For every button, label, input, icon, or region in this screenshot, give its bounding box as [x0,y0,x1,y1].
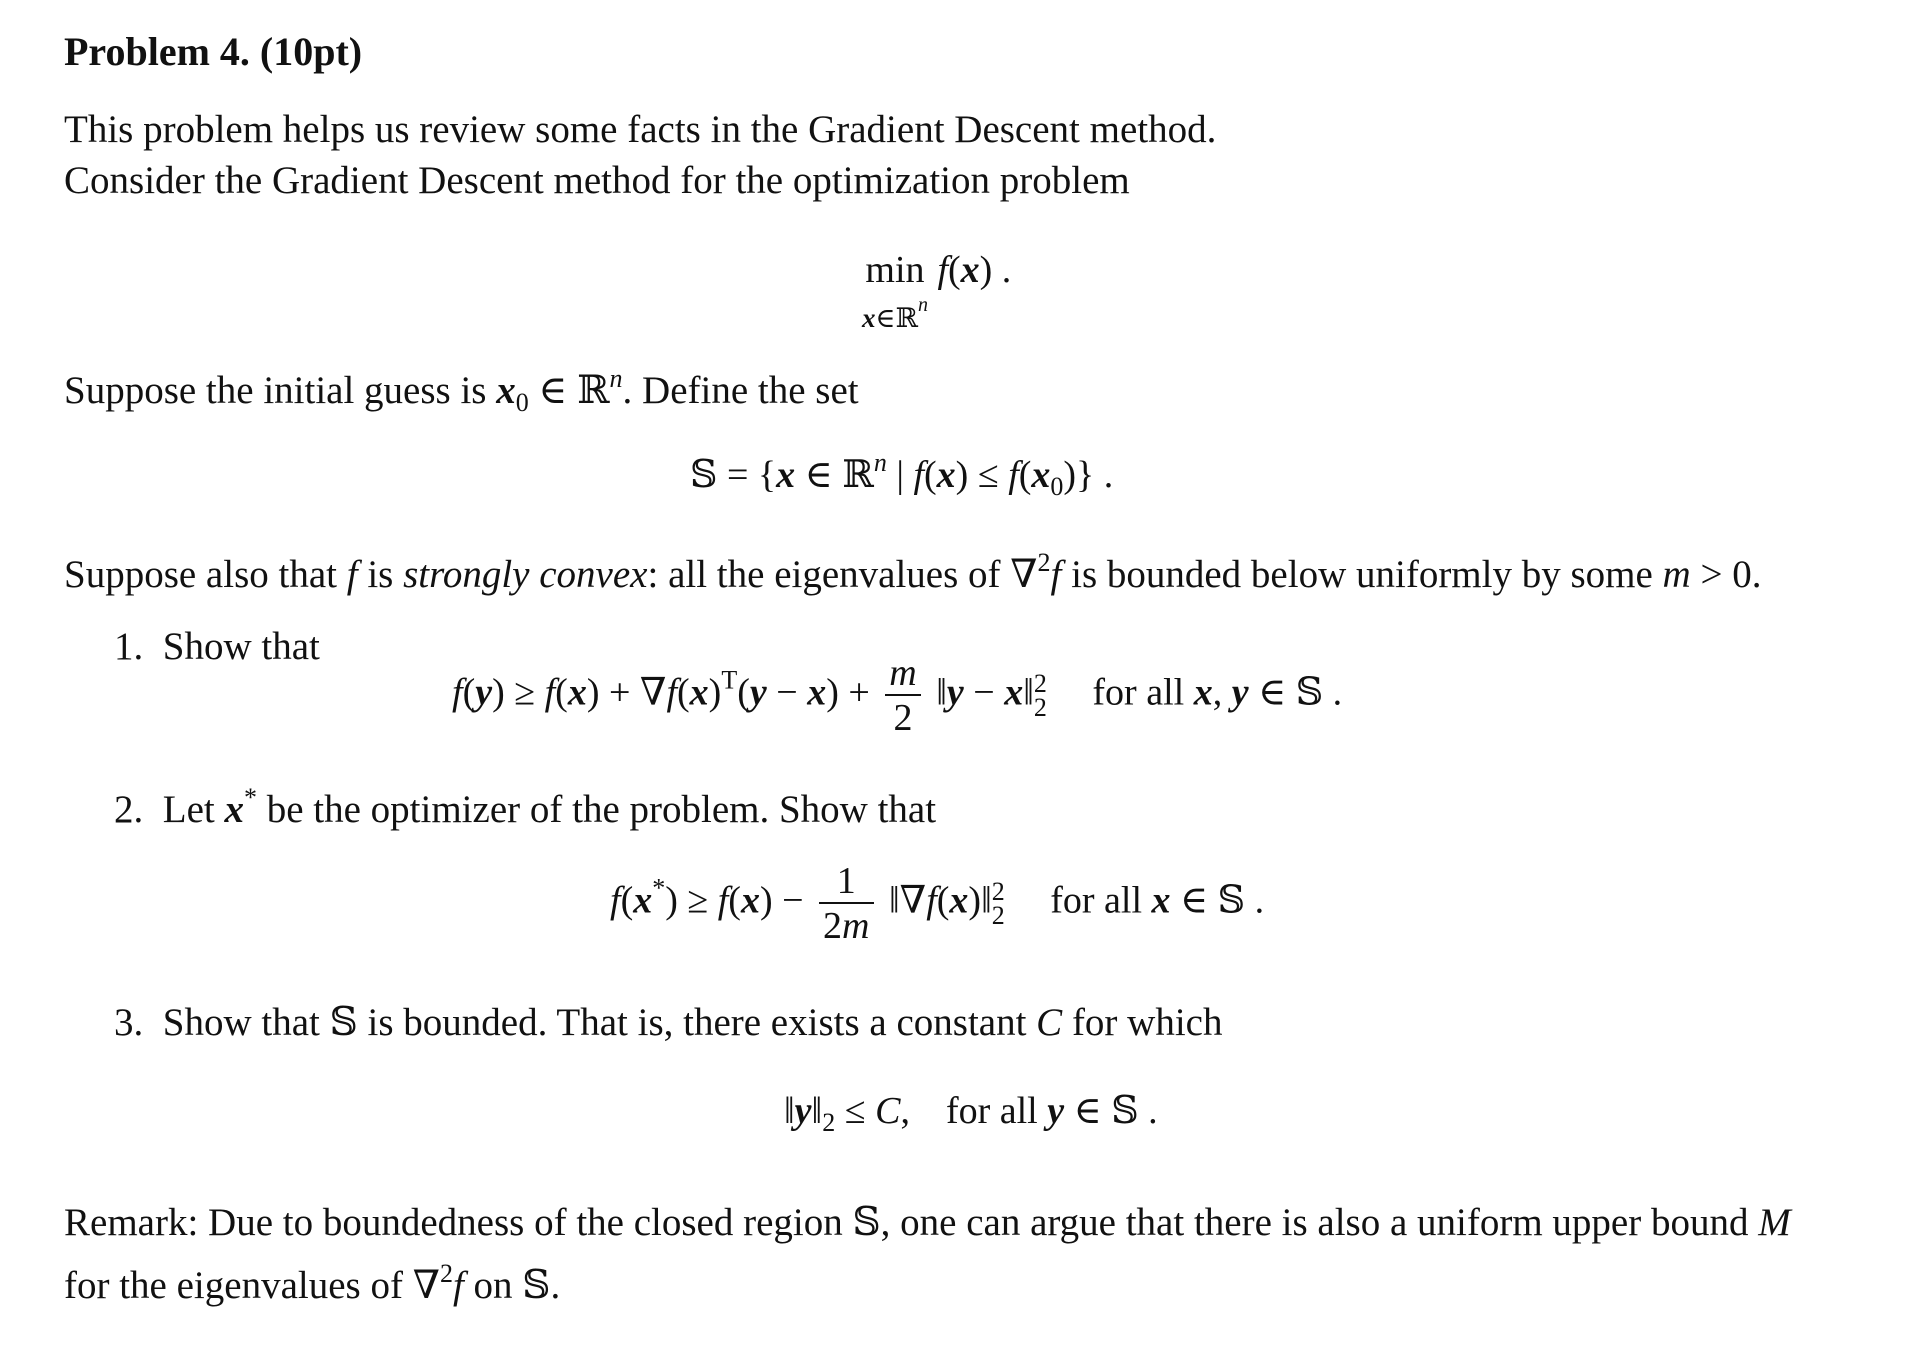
item-1-label: 1. Show that [114,625,320,668]
equation-1: $f(y) \ge f(x) + \nabla f(x)^T(y - x)$ + $\frac{m}{2}$ ‖y − x‖ 2 2 for all x, y ∈ 𝕊 . [452,652,1343,739]
equation-min: min x∈ℝ$^n$ f(x) . [862,249,1012,333]
strong-convexity-line: Suppose also that f is strongly convex: all the eigenvalues of ∇$^2$f is bounded below uniformly by some m > 0. [64,548,1762,596]
item-2-label: 2. Let x* be the optimizer of the problem. Show that [114,783,937,831]
intro-line-1: This problem helps us review some facts in the Gradient Descent method. [64,108,1217,151]
initial-guess-line: Suppose the initial guess is $x_0$ ∈ ℝ$^n$. Define the set [64,364,859,417]
remark-line-1: Remark: Due to boundedness of the closed region 𝕊, one can argue that there is also a uniform upper bound M [64,1201,1791,1244]
equation-2: f(x*) ≥ f(x) − $\frac{1}{2m}$ ‖∇f(x)‖ 2 2 for all x ∈ 𝕊 . [610,860,1265,947]
equation-3: $‖y‖_2 \le C$, for all y ∈ 𝕊 . [784,1090,1158,1137]
problem-title: Problem 4. (10pt) [64,29,363,74]
intro-line-2: Consider the Gradient Descent method for the optimization problem [64,159,1130,202]
remark-line-2: for the eigenvalues of ∇$^2$f on 𝕊. [64,1259,561,1307]
item-3-label: 3. Show that 𝕊 is bounded. That is, there exists a constant C for which [114,1001,1223,1044]
equation-set-definition: 𝕊 = {x ∈ ℝ$^n$ | $f(x) \le f(x_0)$} . [690,448,1114,501]
